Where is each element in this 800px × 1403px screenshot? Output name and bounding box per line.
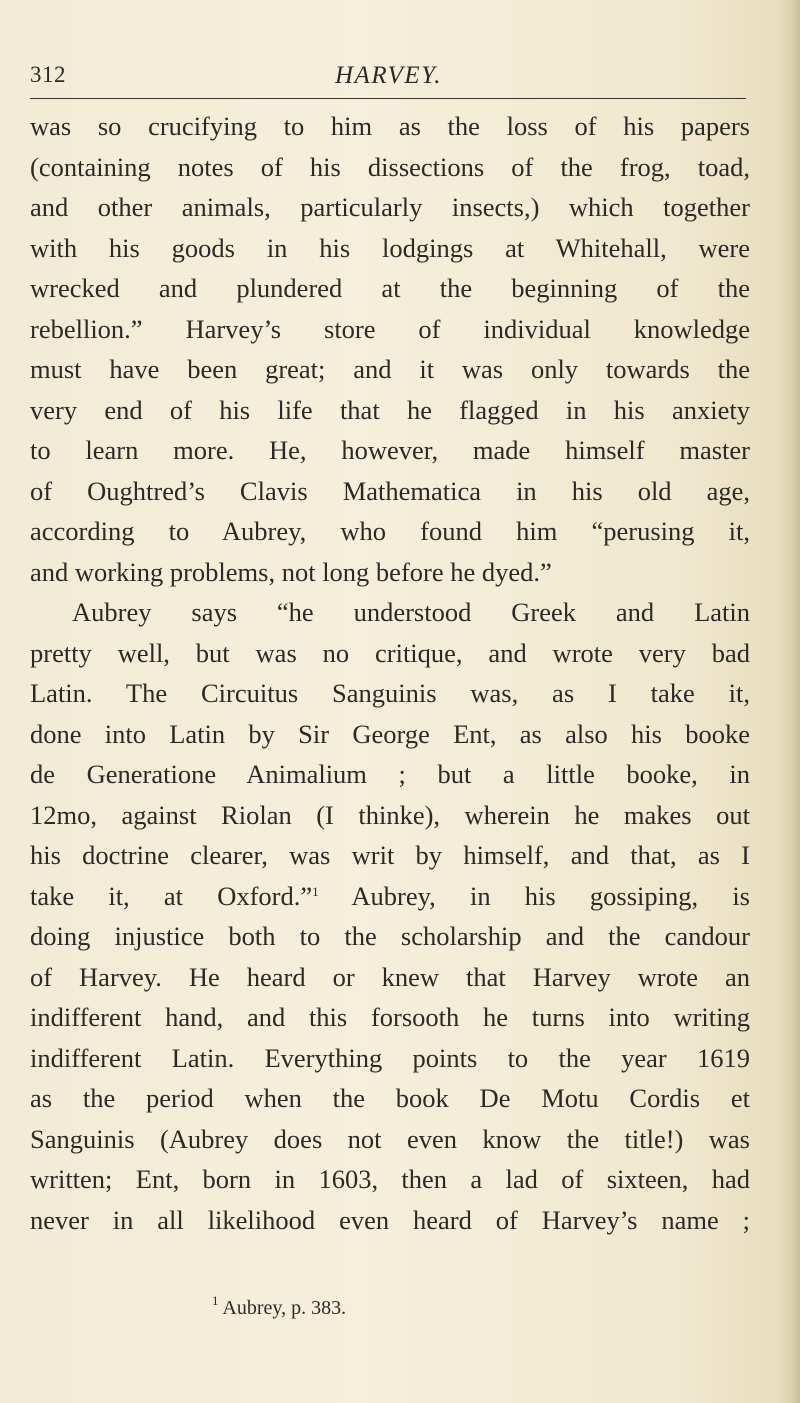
text-line: never in all likelihood even heard of Harvey’s name ; xyxy=(30,1204,750,1235)
text-line: doing injustice both to the scholarship and the candour xyxy=(30,921,750,951)
text-line: written; Ent, born in 1603, then a lad of sixteen, had xyxy=(30,1164,750,1194)
header-rule xyxy=(30,98,746,99)
text-line-paragraph-start: Aubrey says “he understood Greek and Latin xyxy=(72,597,750,627)
text-line: 12mo, against Riolan (I thinke), wherein he makes out xyxy=(30,799,750,830)
footnote-reference: 1 xyxy=(312,883,319,899)
text-line: Latin. The Circuitus Sanguinis was, as I take it, xyxy=(30,678,750,708)
text-line: pretty well, but was no critique, and wrote very bad xyxy=(30,637,750,668)
page-edge-shadow xyxy=(778,0,800,1403)
running-title: HARVEY. xyxy=(335,62,443,89)
text-line: done into Latin by Sir George Ent, as also his booke xyxy=(30,718,750,749)
text-line: his doctrine clearer, was writ by himself, and that, as I xyxy=(30,840,750,870)
footnote-text: Aubrey, p. 383. xyxy=(222,1297,347,1319)
text-line: must have been great; and it was only towards the xyxy=(30,354,750,384)
text-line: indifferent Latin. Everything points to the year 1619 xyxy=(30,1042,750,1073)
text-line: to learn more. He, however, made himself master xyxy=(30,435,750,465)
text-line: very end of his life that he flagged in his anxiety xyxy=(30,394,750,425)
text-line: rebellion.” Harvey’s store of individual knowledge xyxy=(30,313,750,344)
running-head xyxy=(0,62,800,102)
text-line: of Oughtred’s Clavis Mathematica in his old age, xyxy=(30,475,750,506)
footnote xyxy=(212,1293,347,1320)
text-line: with his goods in his lodgings at Whitehall, were xyxy=(30,232,750,263)
text-line: was so crucifying to him as the loss of his papers xyxy=(30,111,750,141)
text-line: and working problems, not long before he dyed.” xyxy=(30,556,552,587)
body-text xyxy=(30,106,750,1240)
page-number: 312 xyxy=(30,62,66,87)
text-line: of Harvey. He heard or knew that Harvey wrote an xyxy=(30,961,750,992)
line-tail: Aubrey, in his gossiping, is xyxy=(351,880,750,911)
text-line: indifferent hand, and this forsooth he turns into writing xyxy=(30,1002,750,1032)
text-line: wrecked and plundered at the beginning of the xyxy=(30,273,750,303)
text-line: (containing notes of his dissections of the frog, toad, xyxy=(30,151,750,182)
text-line-with-footnote xyxy=(30,876,750,917)
text-line: and other animals, particularly insects,) which together xyxy=(30,192,750,222)
text-line: as the period when the book De Motu Cordis et xyxy=(30,1083,750,1113)
text-line: according to Aubrey, who found him “perusing it, xyxy=(30,516,750,546)
footnote-marker: 1 xyxy=(212,1293,219,1308)
text-line: Sanguinis (Aubrey does not even know the title!) was xyxy=(30,1123,750,1154)
line-head: take it, at Oxford.” xyxy=(30,880,313,911)
text-line: de Generatione Animalium ; but a little booke, in xyxy=(30,759,750,789)
